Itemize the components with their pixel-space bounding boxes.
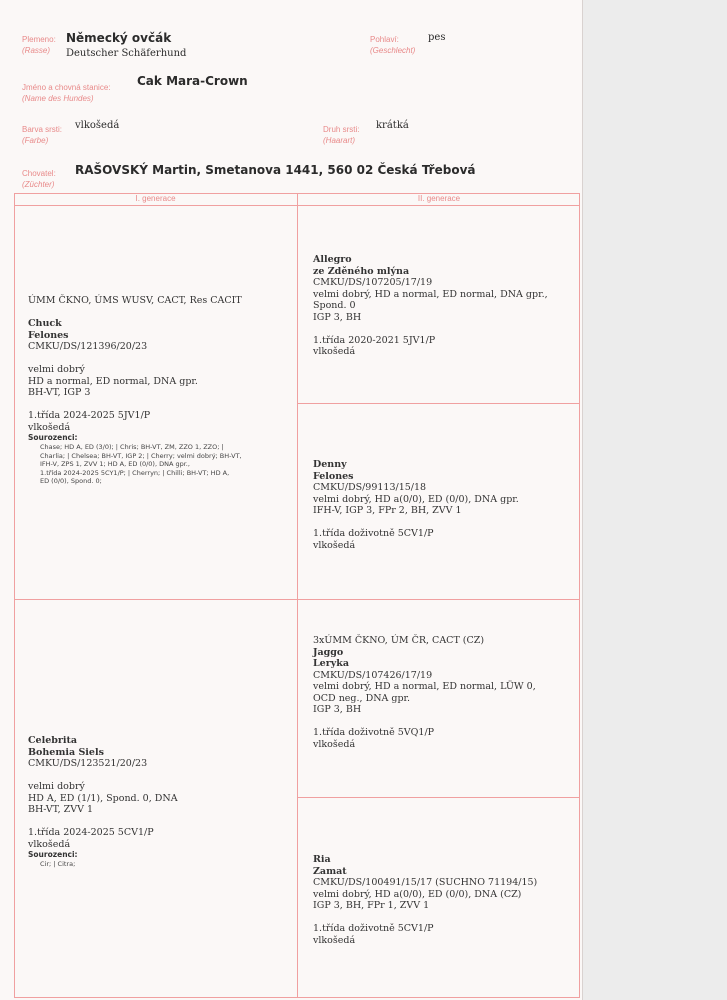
grandparent-color: vlkošedá [313, 539, 356, 551]
grandparent-line: velmi dobrý, HD a(0/0), ED (0/0), DNA (CZ) [313, 888, 522, 900]
grandparent-kennel: Zamat [313, 865, 347, 877]
grandparent-name: Jaggo [313, 646, 344, 658]
grandparent-line: velmi dobrý, HD a normal, ED normal, LÜW 0, [313, 681, 536, 692]
sire-sibling-line: Chase; HD A, ED (3/0); | Chris; BH-VT, ZM, ZZO 1, ZZO; | [40, 443, 224, 451]
sire-siblings-label: Sourozenci: [28, 433, 78, 442]
color-label: Barva srsti: (Farbe) [22, 125, 63, 145]
sire-sibling-line: IFH-V, ZPS 1, ZVV 1; HD A, ED (0/0), DNA gpr., [40, 460, 190, 468]
background-area [583, 0, 727, 1000]
sire-eval: velmi dobrý [28, 364, 85, 375]
grandparent-line: velmi dobrý, HD a normal, ED normal, DNA gpr., [313, 288, 548, 300]
dam-kennel: Bohemia Siels [28, 746, 104, 758]
sire-kennel: Felones [28, 329, 69, 341]
breed-cz: Německý ovčák [66, 31, 172, 45]
coat-value: krátká [376, 120, 409, 131]
sire-color: vlkošedá [28, 421, 71, 433]
dog-name: Cak Mara-Crown [137, 74, 248, 88]
dam-siblings-label: Sourozenci: [28, 850, 78, 859]
grandparent-name: Denny [313, 459, 347, 470]
dam-eval: velmi dobrý [28, 781, 85, 792]
grandparent-line: OCD neg., DNA gpr. [313, 692, 411, 704]
grandparent-class: 1.třída doživotně 5CV1/P [313, 923, 434, 934]
dam-reg: CMKU/DS/123521/20/23 [28, 758, 148, 769]
sex-value: pes [428, 32, 446, 43]
grid-divider [298, 599, 580, 600]
grandparent-line: IGP 3, BH, FPr 1, ZVV 1 [313, 900, 430, 911]
grid-divider [298, 797, 580, 798]
grandparent-line: IFH-V, IGP 3, FPr 2, BH, ZVV 1 [313, 505, 462, 516]
coat-label: Druh srsti: (Haarart) [323, 125, 360, 145]
grid-divider [298, 403, 580, 404]
dam-sibling-line: Cir; | Citra; [40, 860, 76, 868]
second-generation-header: II. generace [298, 193, 580, 206]
color-value: vlkošedá [75, 120, 120, 131]
grandparent-line: CMKU/DS/107426/17/19 [313, 669, 433, 681]
grandparent-class: 1.třída doživotně 5VQ1/P [313, 727, 435, 738]
granddam-maternal-cell [313, 854, 537, 946]
breed-label: Plemeno: (Rasse) [22, 35, 56, 55]
name-label: Jméno a chovná stanice: (Name des Hundes) [22, 83, 111, 103]
sire-name: Chuck [28, 318, 62, 329]
sire-sibling-line: Charlia; | Chelsea; BH-VT, IGP 2; | Cherry; velmi dobrý; BH-VT, [40, 451, 242, 460]
sire-sibling-line: ED (0/0), Spond. 0; [40, 477, 102, 485]
grandparent-kennel: Felones [313, 470, 354, 482]
grandparent-color: vlkošedá [313, 934, 356, 946]
grandparent-line: CMKU/DS/99113/15/18 [313, 482, 427, 493]
grandparent-class: 1.třída 2020-2021 5JV1/P [313, 334, 436, 346]
first-generation-header: I. generace [14, 193, 297, 206]
grandparent-name: Ria [313, 854, 331, 865]
sire-health: HD a normal, ED normal, DNA gpr. [28, 375, 198, 387]
sire-exams: BH-VT, IGP 3 [28, 387, 91, 398]
breed-de: Deutscher Schäferhund [66, 48, 187, 59]
grandparent-titles: 3xÚMM ČKNO, ÚM ČR, CACT (CZ) [313, 635, 485, 646]
grandparent-kennel: Leryka [313, 658, 349, 669]
grandparent-line: velmi dobrý, HD a(0/0), ED (0/0), DNA gpr. [313, 493, 519, 505]
breeder-label: Chovatel: (Züchter) [22, 169, 56, 189]
grandparent-line: CMKU/DS/100491/15/17 (SUCHNO 71194/15) [313, 877, 538, 888]
grandparent-line: Spond. 0 [313, 300, 356, 311]
grandparent-class: 1.třída doživotně 5CV1/P [313, 528, 434, 539]
grandsire-paternal-cell [313, 254, 548, 358]
grandparent-color: vlkošedá [313, 346, 356, 357]
dam-health: HD A, ED (1/1), Spond. 0, DNA [28, 792, 178, 804]
granddam-paternal-cell [313, 459, 519, 551]
sire-sibling-line: 1.třída 2024-2025 5CY1/P; | Cherryn; | Chilli; BH-VT; HD A, [40, 468, 230, 477]
grandparent-name: Allegro [313, 254, 352, 265]
dam-class: 1.třída 2024-2025 5CV1/P [28, 827, 154, 838]
grandparent-line: IGP 3, BH [313, 704, 362, 715]
grid-divider [14, 599, 298, 600]
sire-cell [28, 295, 242, 486]
grandparent-kennel: ze Zděného mlýna [313, 265, 410, 277]
grandsire-maternal-cell [313, 635, 536, 750]
dam-name: Celebrita [28, 735, 78, 746]
sire-titles: ÚMM ČKNO, ÚMS WUSV, CACT, Res CACIT [28, 295, 242, 306]
sire-class: 1.třída 2024-2025 5JV1/P [28, 410, 151, 421]
grandparent-color: vlkošedá [313, 738, 356, 750]
sex-label: Pohlaví: (Geschlecht) [370, 35, 416, 55]
grandparent-line: CMKU/DS/107205/17/19 [313, 277, 433, 288]
dam-cell [28, 735, 178, 869]
breeder-value: RAŠOVSKÝ Martin, Smetanova 1441, 560 02 Česká Třebová [75, 163, 476, 177]
dam-exams: BH-VT, ZVV 1 [28, 804, 94, 815]
sire-reg: CMKU/DS/121396/20/23 [28, 341, 148, 352]
grid-divider [297, 193, 298, 998]
dam-color: vlkošedá [28, 838, 71, 850]
grandparent-line: IGP 3, BH [313, 311, 362, 323]
